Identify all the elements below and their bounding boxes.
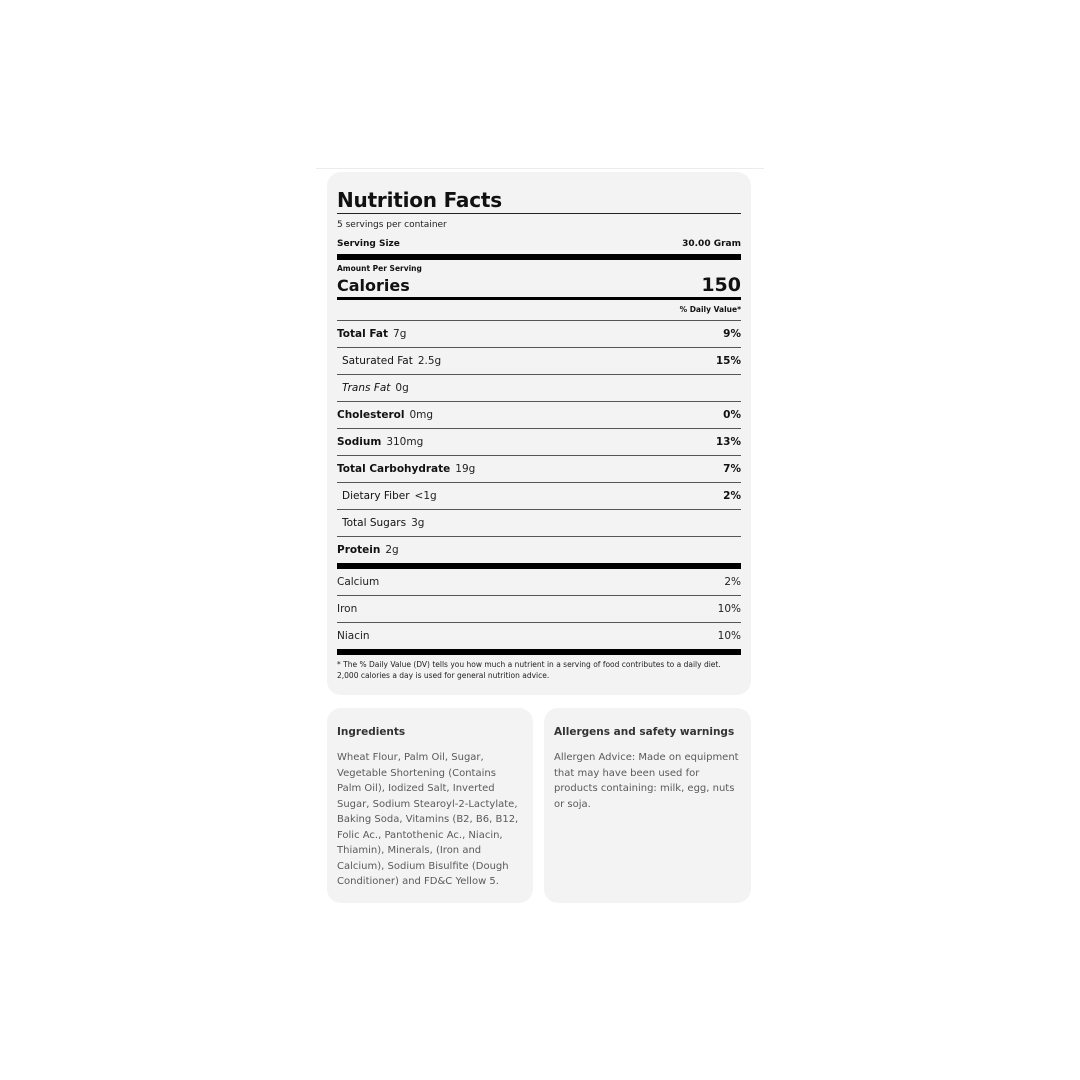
daily-value-footnote: * The % Daily Value (DV) tells you how much a nutrient in a serving of food contributes to a daily diet. 2,000 calories a day is used for general nutrition advice. [337, 660, 721, 680]
vitamin-name: Calcium [337, 576, 380, 588]
nutrient-percent: 13% [715, 436, 741, 448]
nutrition-facts-panel [327, 172, 751, 695]
ingredients-text: Wheat Flour, Palm Oil, Sugar, Vegetable Shortening (Contains Palm Oil), Iodized Salt, Inverted Sugar, Sodium Stearoyl-2-Lactylate, Baking Soda, Vitamins (B2, B6, B12, Folic Ac., Pantothenic Ac., Niacin, Thiamin), Minerals, (Iron and Calcium), Sodium Bisulfite (Dough Conditioner) and FD&C Yellow 5. [337, 752, 519, 887]
nutrient-percent: 7% [723, 463, 741, 475]
vitamin-percent: 10% [717, 630, 741, 642]
nutrient-name: Saturated Fat [342, 355, 413, 367]
nutrient-name: Protein [337, 544, 381, 556]
nutrient-row-cholesterol [337, 402, 741, 428]
nutrient-amount: 2.5g [417, 355, 442, 367]
calories-value: 150 [701, 274, 741, 296]
daily-value-header: % Daily Value* [679, 305, 741, 314]
nutrient-row-total-carbohydrate [337, 456, 741, 482]
vitamin-row-iron [337, 596, 741, 622]
nutrient-amount: 0mg [409, 409, 434, 421]
nutrient-amount: 3g [411, 517, 425, 529]
serving-size-row [337, 236, 741, 254]
calories-row [337, 274, 741, 297]
nutrition-facts-title: Nutrition Facts [337, 188, 502, 212]
nutrient-percent: 0% [723, 409, 741, 421]
nutrient-percent: 9% [723, 328, 741, 340]
nutrient-amount: <1g [414, 490, 437, 502]
ingredients-card [327, 708, 533, 903]
allergens-card [544, 708, 751, 903]
nutrient-name: Cholesterol [337, 409, 405, 421]
nutrient-name: Total Sugars [342, 517, 407, 529]
calories-label: Calories [337, 276, 410, 295]
nutrient-name: Dietary Fiber [342, 490, 410, 502]
vitamin-row-calcium [337, 569, 741, 595]
ingredients-title: Ingredients [337, 726, 406, 738]
top-divider [316, 168, 764, 169]
nutrient-row-dietary-fiber [337, 483, 741, 509]
vitamin-name: Iron [337, 603, 358, 615]
serving-size-value: 30.00 Gram [682, 239, 741, 249]
nutrient-name: Sodium [337, 436, 382, 448]
nutrient-percent: 15% [715, 355, 741, 367]
allergens-text: Allergen Advice: Made on equipment that may have been used for products containing: milk, egg, nuts or soja. [554, 752, 739, 810]
allergens-title: Allergens and safety warnings [554, 726, 735, 738]
nutrient-percent: 2% [723, 490, 741, 502]
vitamin-percent: 10% [717, 603, 741, 615]
vitamin-name: Niacin [337, 630, 370, 642]
serving-size-label: Serving Size [337, 239, 400, 249]
nutrient-amount: 19g [455, 463, 476, 475]
nutrient-amount: 0g [395, 382, 409, 394]
vitamin-row-niacin [337, 623, 741, 649]
nutrient-row-total-fat [337, 321, 741, 347]
nutrient-row-saturated-fat [337, 348, 741, 374]
vitamin-percent: 2% [724, 576, 741, 588]
nutrient-amount: 2g [385, 544, 399, 556]
nutrient-row-protein [337, 537, 741, 563]
nutrient-row-trans-fat [337, 375, 741, 401]
nutrient-amount: 310mg [386, 436, 424, 448]
nutrient-name: Trans Fat [342, 382, 391, 394]
nutrient-amount: 7g [393, 328, 407, 340]
nutrient-name: Total Carbohydrate [337, 463, 451, 475]
nutrient-row-sodium [337, 429, 741, 455]
nutrient-row-total-sugars [337, 510, 741, 536]
nutrient-name: Total Fat [337, 328, 389, 340]
servings-per-container: 5 servings per container [337, 220, 447, 230]
amount-per-serving: Amount Per Serving [337, 264, 422, 273]
